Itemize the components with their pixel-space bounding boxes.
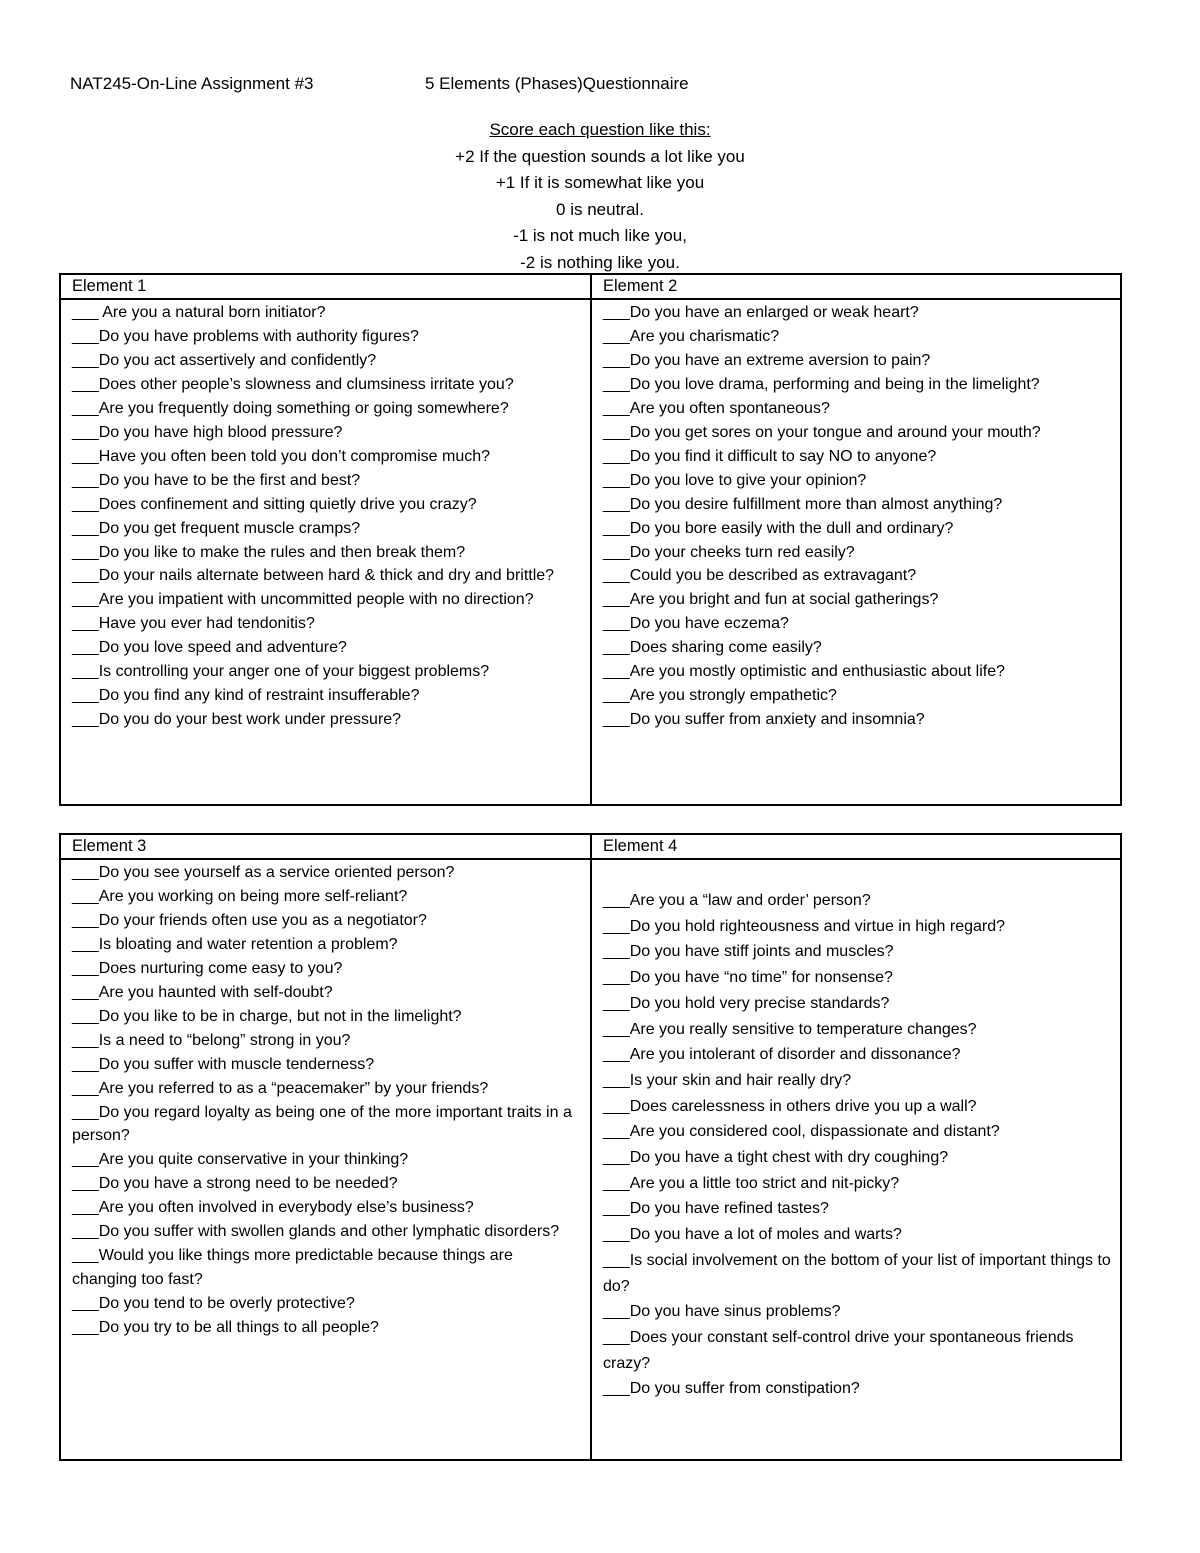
- element-4-title: Element 4: [591, 834, 1121, 859]
- scoring-heading: Score each question like this:: [489, 120, 711, 139]
- question-item: ___Does sharing come easily?: [603, 639, 822, 657]
- scoring-line: -2 is nothing like you.: [520, 252, 680, 272]
- question-item: ___Do you love speed and adventure?: [72, 639, 347, 657]
- question-item: ___Do you try to be all things to all people?: [72, 1319, 379, 1337]
- question-item: ___Do you have a strong need to be needed?: [72, 1175, 398, 1193]
- question-item: ___Are you often involved in everybody else’s business?: [72, 1199, 474, 1217]
- question-item: ___Do you suffer from anxiety and insomnia?: [603, 711, 925, 729]
- question-item: ___Does other people’s slowness and clumsiness irritate you?: [72, 375, 514, 393]
- question-item: ___Do your friends often use you as a negotiator?: [72, 911, 427, 929]
- question-item: ___Do you do your best work under pressure?: [72, 711, 402, 729]
- question-item: ___Do you have stiff joints and muscles?: [603, 943, 894, 961]
- assignment-title: NAT245-On-Line Assignment #3: [70, 74, 314, 93]
- question-item: ___Are you referred to as a “peacemaker” by your friends?: [72, 1079, 489, 1097]
- element-3-questions: [72, 861, 582, 1340]
- question-item: ___Is a need to “belong” strong in you?: [72, 1031, 351, 1049]
- question-item: ___Do you get sores on your tongue and around your mouth?: [603, 423, 1041, 441]
- question-item: ___Are you intolerant of disorder and dissonance?: [603, 1046, 961, 1064]
- question-item: ___Are you a “law and order’ person?: [603, 892, 871, 909]
- question-item: ___Are you mostly optimistic and enthusiastic about life?: [603, 663, 1005, 681]
- question-item: ___Have you ever had tendonitis?: [72, 615, 315, 633]
- question-item: ___Do you suffer from constipation?: [603, 1380, 860, 1398]
- question-item: ___Do you desire fulfillment more than almost anything?: [603, 495, 1003, 513]
- question-item: ___Do you have an enlarged or weak heart?: [603, 304, 919, 321]
- element-1-cell: [60, 299, 591, 805]
- element-4-cell: [591, 859, 1121, 1460]
- question-item: ___Do you see yourself as a service oriented person?: [72, 864, 455, 881]
- question-item: ___Is your skin and hair really dry?: [603, 1071, 852, 1089]
- questionnaire-title: 5 Elements (Phases)Questionnaire: [425, 74, 689, 93]
- question-item: ___Are you charismatic?: [603, 327, 780, 345]
- question-item: ___Does your constant self-control drive your spontaneous friends crazy?: [603, 1328, 1074, 1372]
- question-item: ___Do you have an extreme aversion to pain?: [603, 351, 931, 369]
- question-item: ___Are you considered cool, dispassionate and distant?: [603, 1123, 1000, 1141]
- question-item: ___Is bloating and water retention a problem?: [72, 935, 398, 953]
- question-item: ___Do you have refined tastes?: [603, 1200, 829, 1218]
- element-2-title: Element 2: [591, 274, 1121, 299]
- elements-table-top: [59, 273, 1122, 806]
- question-item: ___Do you like to be in charge, but not in the limelight?: [72, 1007, 462, 1025]
- question-item: ___Would you like things more predictable because things are changing too fast?: [72, 1247, 513, 1289]
- question-item: ___Do you have a lot of moles and warts?: [603, 1226, 902, 1244]
- question-item: ___Do you have eczema?: [603, 615, 789, 633]
- question-item: ___Do you hold very precise standards?: [603, 994, 890, 1012]
- question-item: ___Does nurturing come easy to you?: [72, 959, 343, 977]
- question-item: ___Are you working on being more self-reliant?: [72, 887, 408, 905]
- element-2-questions: [603, 301, 1112, 732]
- question-item: ___Do you have to be the first and best?: [72, 471, 361, 489]
- question-item: ___Do you bore easily with the dull and ordinary?: [603, 519, 954, 537]
- question-item: ___Do you tend to be overly protective?: [72, 1295, 355, 1313]
- question-item: ___Do you love drama, performing and being in the limelight?: [603, 375, 1040, 393]
- element-1-title: Element 1: [60, 274, 591, 299]
- question-item: ___Do you suffer with swollen glands and other lymphatic disorders?: [72, 1223, 560, 1241]
- question-item: ___Do you have problems with authority figures?: [72, 327, 419, 345]
- question-item: ___Do you love to give your opinion?: [603, 471, 867, 489]
- question-item: ___Do you regard loyalty as being one of the more important traits in a person?: [72, 1103, 572, 1145]
- question-item: ___Do you have “no time” for nonsense?: [603, 969, 893, 987]
- question-item: ___Is social involvement on the bottom of your list of important things to do?: [603, 1251, 1111, 1295]
- question-item: ___Does confinement and sitting quietly drive you crazy?: [72, 495, 477, 513]
- question-item: ___Does carelessness in others drive you up a wall?: [603, 1097, 977, 1115]
- question-item: ___Do you get frequent muscle cramps?: [72, 519, 361, 537]
- question-item: ___Are you impatient with uncommitted people with no direction?: [72, 591, 534, 609]
- question-item: ___Do you find it difficult to say NO to anyone?: [603, 447, 937, 465]
- question-item: ___Do you hold righteousness and virtue in high regard?: [603, 917, 1006, 935]
- question-item: ___Are you haunted with self-doubt?: [72, 983, 333, 1001]
- question-item: ___Do you have high blood pressure?: [72, 423, 343, 441]
- element-4-questions: [603, 861, 1112, 1402]
- question-item: ___Are you a little too strict and nit-picky?: [603, 1174, 900, 1192]
- question-item: ___Are you often spontaneous?: [603, 399, 830, 417]
- question-item: ___Are you bright and fun at social gatherings?: [603, 591, 939, 609]
- question-item: ___Do you find any kind of restraint insufferable?: [72, 687, 420, 705]
- scoring-instructions: [0, 117, 1200, 276]
- element-3-cell: [60, 859, 591, 1460]
- question-item: ___Do you have a tight chest with dry coughing?: [603, 1149, 949, 1167]
- question-item: ___Do you act assertively and confidently?: [72, 351, 377, 369]
- question-item: ___Do your nails alternate between hard & thick and dry and brittle?: [72, 567, 555, 585]
- question-item: ___Do your cheeks turn red easily?: [603, 543, 855, 561]
- element-1-questions: [72, 301, 582, 732]
- scoring-line: +2 If the question sounds a lot like you: [455, 146, 745, 166]
- question-item: ___Do you have sinus problems?: [603, 1303, 841, 1321]
- question-item: ___Have you often been told you don’t compromise much?: [72, 447, 491, 465]
- question-item: ___Do you suffer with muscle tenderness?: [72, 1055, 375, 1073]
- question-item: ___Are you frequently doing something or going somewhere?: [72, 399, 509, 417]
- document-header: [70, 74, 689, 94]
- question-item: ___ Are you a natural born initiator?: [72, 304, 326, 321]
- question-item: ___Are you quite conservative in your thinking?: [72, 1151, 409, 1169]
- scoring-line: 0 is neutral.: [556, 199, 644, 219]
- question-item: ___Are you strongly empathetic?: [603, 687, 837, 705]
- question-item: ___Are you really sensitive to temperature changes?: [603, 1020, 977, 1038]
- question-item: ___Is controlling your anger one of your biggest problems?: [72, 663, 490, 681]
- element-2-cell: [591, 299, 1121, 805]
- question-item: ___Could you be described as extravagant?: [603, 567, 917, 585]
- scoring-line: +1 If it is somewhat like you: [495, 173, 705, 192]
- element-3-title: Element 3: [60, 834, 591, 859]
- scoring-line: -1 is not much like you,: [513, 226, 687, 245]
- elements-table-bottom: [59, 833, 1122, 1461]
- question-item: ___Do you like to make the rules and then break them?: [72, 543, 466, 561]
